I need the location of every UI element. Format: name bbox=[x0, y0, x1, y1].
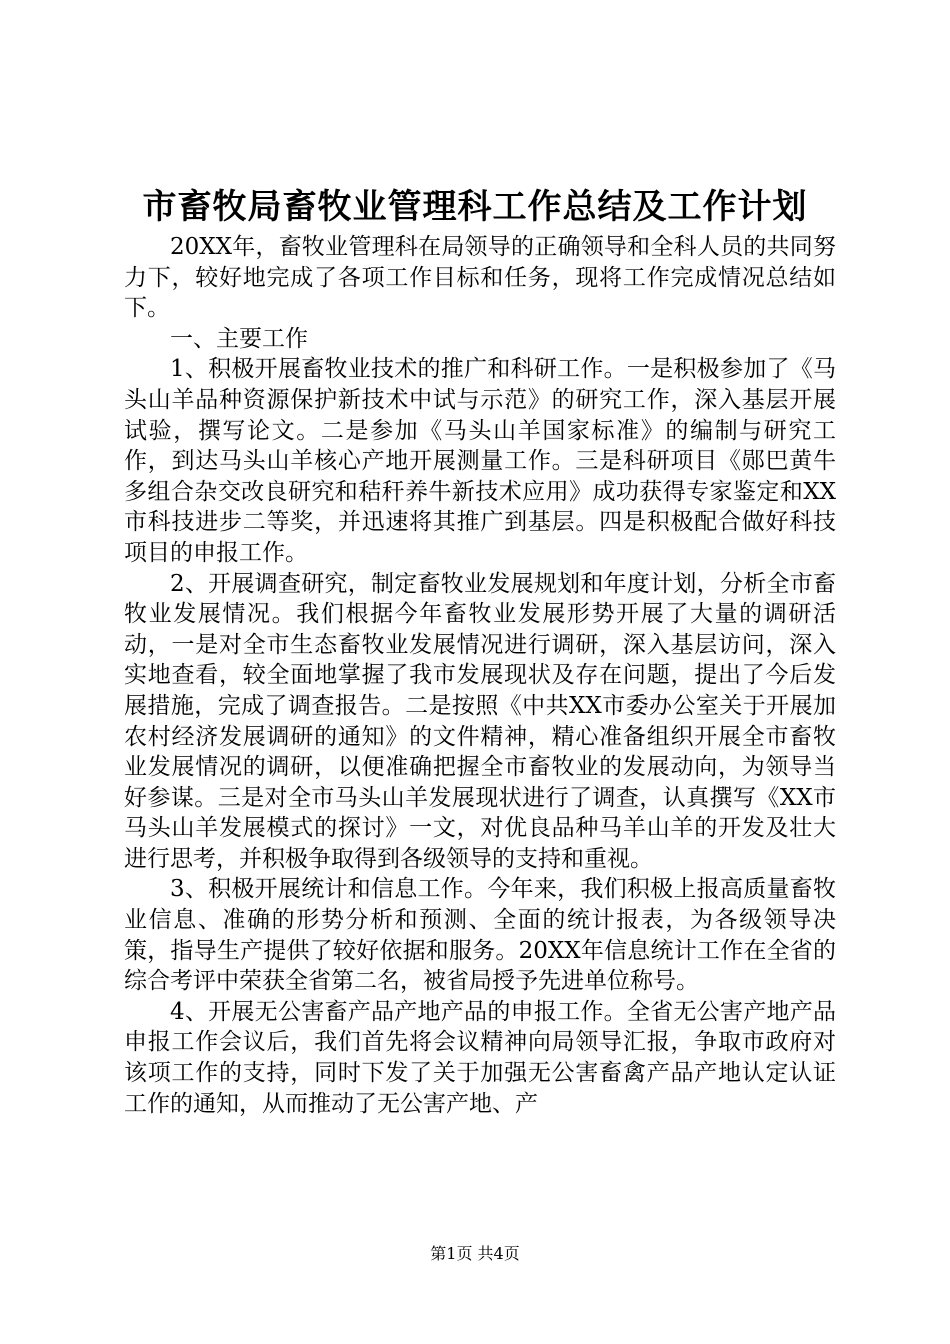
document-body bbox=[124, 232, 836, 1119]
document-title: 市畜牧局畜牧业管理科工作总结及工作计划 bbox=[142, 187, 808, 227]
paragraph-item-3: 3、积极开展统计和信息工作。今年来，我们积极上报高质量畜牧业信息、准确的形势分析和预测、全面的统计报表，为各级领导决策，指导生产提供了较好依据和服务。20XX年信息统计工作在全省的综合考评中荣获全省第二名，被省局授予先进单位称号。 bbox=[124, 876, 836, 995]
paragraph-item-2: 2、开展调查研究，制定畜牧业发展规划和年度计划，分析全市畜牧业发展情况。我们根据今年畜牧业发展形势开展了大量的调研活动，一是对全市生态畜牧业发展情况进行调研，深入基层访问，深入实地查看，较全面地掌握了我市发展现状及存在问题，提出了今后发展措施，完成了调查报告。二是按照《中共XX市委办公室关于开展加农村经济发展调研的通知》的文件精神，精心准备组织开展全市畜牧业发展情况的调研，以便准确把握全市畜牧业的发展动向，为领导当好参谋。三是对全市马头山羊发展现状进行了调查，认真撰写《XX市马头山羊发展模式的探讨》一文，对优良品种马羊山羊的开发及壮大进行思考，并积极争取得到各级领导的支持和重视。 bbox=[124, 570, 836, 872]
paragraph-item-4: 4、开展无公害畜产品产地产品的申报工作。全省无公害产地产品申报工作会议后，我们首先将会议精神向局领导汇报，争取市政府对该项工作的支持，同时下发了关于加强无公害畜禽产品产地认定认证工作的通知，从而推动了无公害产地、产 bbox=[124, 998, 836, 1117]
paragraph-item-1: 1、积极开展畜牧业技术的推广和科研工作。一是积极参加了《马头山羊品种资源保护新技术中试与示范》的研究工作，深入基层开展试验，撰写论文。二是参加《马头山羊国家标准》的编制与研究工作，到达马头山羊核心产地开展测量工作。三是科研项目《郧巴黄牛多组合杂交改良研究和秸秆养牛新技术应用》成功获得专家鉴定和XX市科技进步二等奖，并迅速将其推广到基层。四是积极配合做好科技项目的申报工作。 bbox=[124, 356, 836, 566]
section-heading-main-work: 一、主要工作 bbox=[170, 325, 308, 352]
intro-paragraph: 20XX年，畜牧业管理科在局领导的正确领导和全科人员的共同努力下，较好地完成了各项工作目标和任务，现将工作完成情况总结如下。 bbox=[124, 234, 836, 322]
page-number-footer: 第1页 共4页 bbox=[430, 1244, 520, 1263]
